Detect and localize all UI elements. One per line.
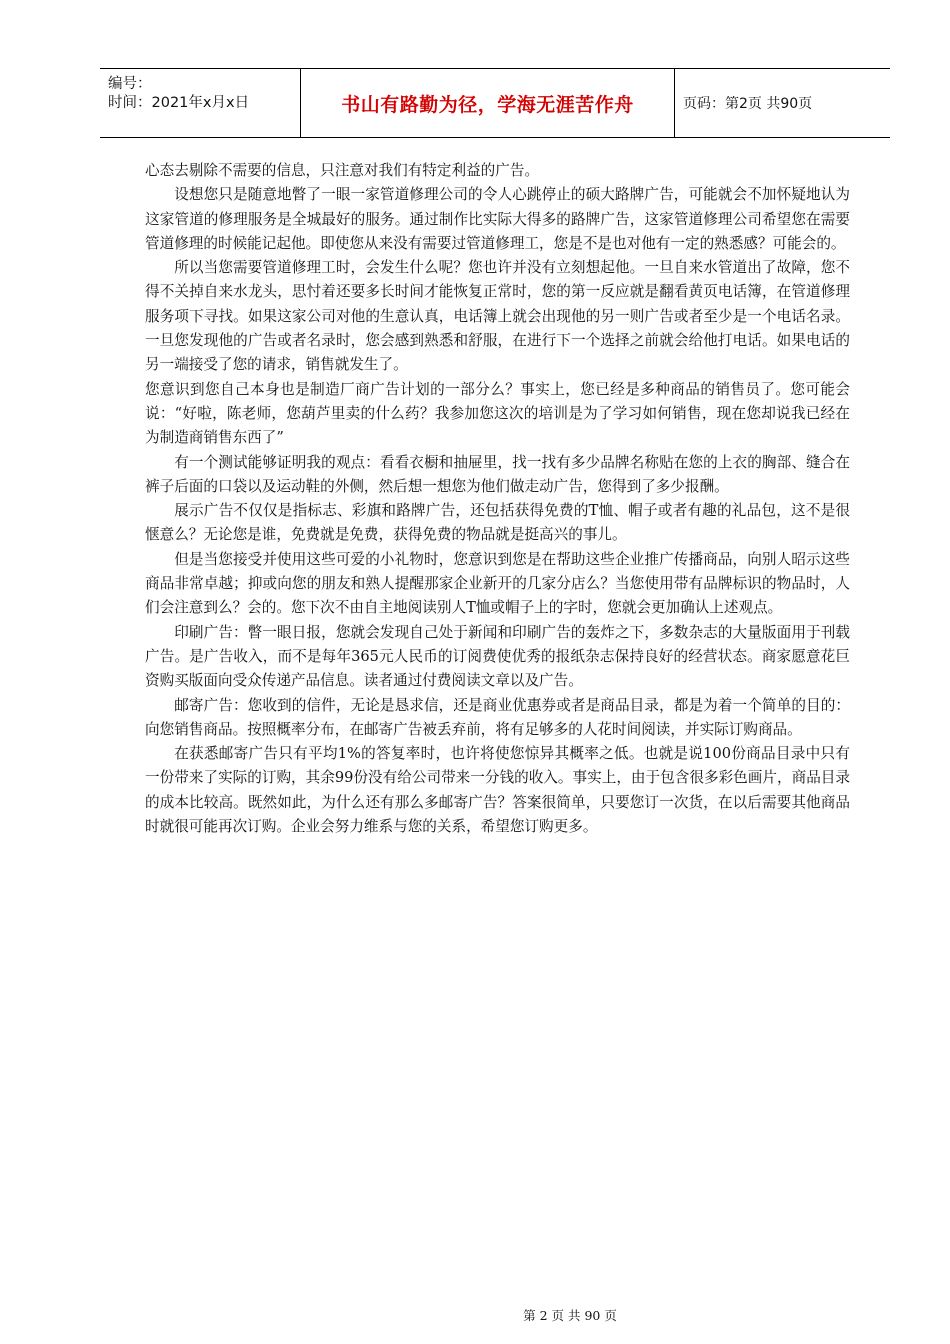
header-motto: 书山有路勤为径，学海无涯苦作舟 <box>341 93 634 116</box>
page-footer <box>0 1306 950 1324</box>
paragraph: 设想您只是随意地瞥了一眼一家管道修理公司的令人心跳停止的硕大路牌广告，可能就会不加怀疑地认为这家管道的修理服务是全城最好的服务。通过制作比实际大得多的路牌广告，这家管道修理公司希望您在需要管道修理的时候能记起他。即使您从来没有需要过管道修理工，您是不是也对他有一定的熟悉感？可能会的。 <box>145 186 850 252</box>
paragraph: 印刷广告：瞥一眼日报，您就会发现自己处于新闻和印刷广告的轰炸之下，多数杂志的大量版面用于刊载广告。是广告收入，而不是每年365元人民币的订阅费使优秀的报纸杂志保持良好的经营状态。商家愿意花巨资购买版面向受众传递产品信息。读者通过付费阅读文章以及广告。 <box>145 623 850 690</box>
paragraph: 所以当您需要管道修理工时，会发生什么呢？您也许并没有立刻想起他。一旦自来水管道出了故障，您不得不关掉自来水龙头，思忖着还要多长时间才能恢复正常时，您的第一反应就是翻看黄页电话簿，在管道修理服务项下寻找。如果这家公司对他的生意认真，电话簿上就会出现他的另一则广告或者至少是一个电话名录。一旦您发现他的广告或者名录时，您会感到熟悉和舒服，在进行下一个选择之前就会给他打电话。如果电话的另一端接受了您的请求，销售就发生了。 <box>145 259 850 374</box>
document-body <box>145 159 850 839</box>
paragraph: 邮寄广告：您收到的信件，无论是恳求信，还是商业优惠券或者是商品目录，都是为着一个简单的目的：向您销售商品。按照概率分布，在邮寄广告被丢弃前，将有足够多的人花时间阅读，并实际订购商品。 <box>145 696 850 738</box>
paragraph: 在获悉邮寄广告只有平均1%的答复率时，也许将使您惊异其概率之低。也就是说100份商品目录中只有一份带来了实际的订购，其余99份没有给公司带来一分钱的收入。事实上，由于包含很多彩色画片，商品目录的成本比较高。既然如此，为什么还有那么多邮寄广告？答案很简单，只要您订一次货，在以后需要其他商品时就很可能再次订购。企业会努力维系与您的关系，希望您订购更多。 <box>145 745 850 836</box>
footer-page-number: 第 2 页 共 90 页 <box>523 1308 617 1323</box>
paragraph: 您意识到您自己本身也是制造厂商广告计划的一部分么？事实上，您已经是多种商品的销售员了。您可能会说：“好啦，陈老师，您葫芦里卖的什么药？我参加您这次的培训是为了学习如何销售，现在您却说我已经在为制造商销售东西了” <box>145 380 850 447</box>
document-number: 编号： <box>108 76 152 92</box>
page-header <box>100 68 890 138</box>
paragraph: 有一个测试能够证明我的观点：看看衣橱和抽屉里，找一找有多少品牌名称贴在您的上衣的胸部、缝合在裤子后面的口袋以及运动鞋的外侧，然后想一想您为他们做走动广告，您得到了多少报酬。 <box>145 453 850 495</box>
paragraph: 展示广告不仅仅是指标志、彩旗和路牌广告，还包括获得免费的T恤、帽子或者有趣的礼品包，这不是很惬意么？无论您是谁，免费就是免费，获得免费的物品就是挺高兴的事儿。 <box>145 502 850 544</box>
header-meta <box>100 69 301 137</box>
paragraph: 但是当您接受并使用这些可爱的小礼物时，您意识到您是在帮助这些企业推广传播商品，向别人昭示这些商品非常卓越；抑或向您的朋友和熟人提醒那家企业新开的几家分店么？当您使用带有品牌标识的物品时，人们会注意到么？会的。您下次不由自主地阅读别人T恤或帽子上的字时，您就会更加确认上述观点。 <box>145 550 850 617</box>
header-motto-cell <box>301 69 675 137</box>
document-time: 时间：2021年x月x日 <box>108 95 250 111</box>
header-page-number: 页码：第2页 共90页 <box>683 96 813 112</box>
paragraph: 心态去剔除不需要的信息，只注意对我们有特定利益的广告。 <box>145 162 540 179</box>
